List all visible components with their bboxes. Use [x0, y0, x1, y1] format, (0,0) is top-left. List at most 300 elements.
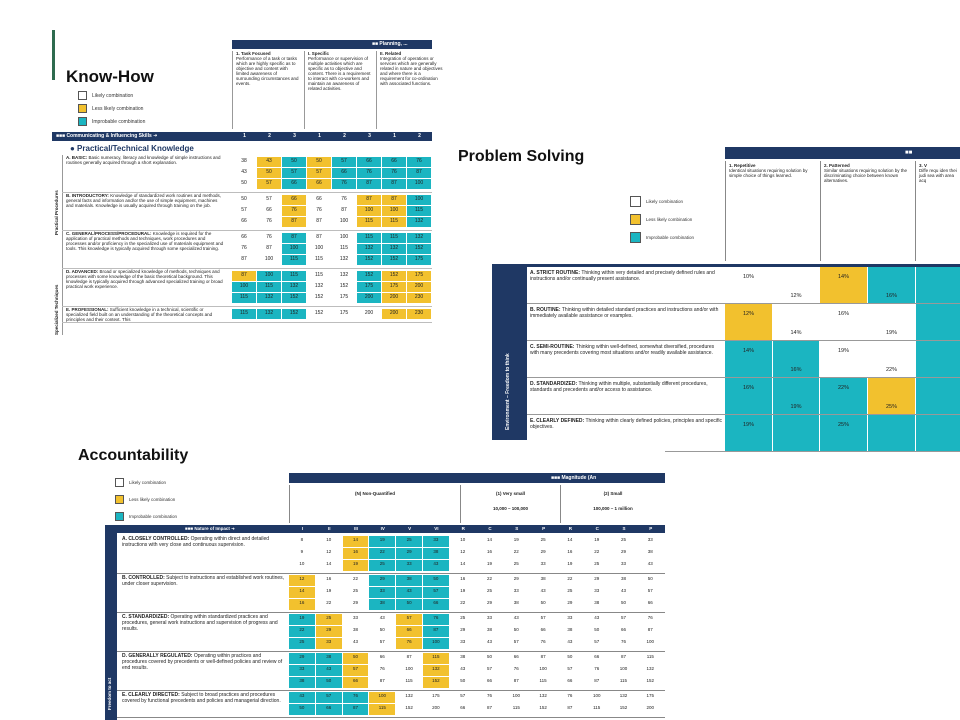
- accountability-value-cell: 43: [396, 587, 422, 598]
- legend-label: Less likely combination: [646, 217, 693, 222]
- problem-legend: [630, 196, 694, 247]
- problem-value-cell: 16%: [725, 378, 772, 414]
- problem-value-cell-edge: [916, 378, 960, 414]
- impact-column-label: P: [649, 526, 653, 531]
- row-label: C. GENERAL/PROCESS/PROCEDURAL:: [66, 231, 152, 236]
- accountability-value-cell: 76: [611, 638, 637, 649]
- accountability-value-cell: 100: [637, 638, 663, 649]
- magnitude-label: ■■■ Magnitude (An: [551, 475, 597, 481]
- accountability-value-cell: 16: [316, 575, 342, 586]
- accountability-value-cell: 22: [450, 599, 476, 610]
- problem-value-cell: 22%: [820, 378, 867, 414]
- accountability-value-cell: 29: [557, 599, 583, 610]
- accountability-value-cell: 100: [503, 692, 529, 703]
- know-how-value-cell: 100: [232, 282, 256, 292]
- improbable-swatch: [630, 232, 641, 243]
- column-header-name: 1. Task Focused: [236, 51, 271, 56]
- accountability-value-cell: 14: [557, 536, 583, 547]
- accountability-value-cell: 132: [611, 692, 637, 703]
- accountability-value-cell: 19: [557, 560, 583, 571]
- know-how-value-cell: 152: [307, 309, 331, 319]
- accountability-value-cell: 50: [477, 653, 503, 664]
- accountability-value-cell: 43: [450, 665, 476, 676]
- accountability-value-cell: 38: [450, 653, 476, 664]
- accountability-value-cell: 132: [396, 692, 422, 703]
- column-header-description: Identical situations requiring solution by simple choice of things learned.: [729, 168, 808, 178]
- accountability-value-cell: 76: [637, 614, 663, 625]
- group-name: (1) Very small: [495, 491, 526, 496]
- know-how-value-cell: 200: [407, 282, 431, 292]
- problem-column-header: [820, 161, 915, 261]
- accountability-value-cell: 14: [343, 536, 369, 547]
- know-how-value-cell: 57: [307, 168, 331, 178]
- know-how-value-cell: 66: [382, 157, 406, 167]
- accountability-value-cell: 132: [530, 692, 556, 703]
- accountability-value-cell: 25: [396, 536, 422, 547]
- know-how-value-cell: 132: [332, 255, 356, 265]
- accountability-row-description: [122, 653, 286, 691]
- accountability-value-cell: 43: [369, 614, 395, 625]
- row-label: A. BASIC:: [66, 155, 88, 160]
- communicating-level: 2: [268, 133, 271, 139]
- accountability-value-cell: 50: [584, 626, 610, 637]
- accountability-value-cell: 50: [369, 626, 395, 637]
- row-divider: [117, 717, 665, 718]
- accountability-value-cell: 57: [503, 638, 529, 649]
- problem-value-cell: [868, 415, 915, 451]
- accountability-value-cell: 50: [503, 626, 529, 637]
- accountability-value-cell: 100: [369, 692, 395, 703]
- legend-label: Improbable combination: [129, 514, 178, 519]
- know-how-value-cell: 87: [257, 244, 281, 254]
- know-how-column-header: [304, 51, 372, 129]
- communicating-level: 1: [243, 133, 246, 139]
- accountability-value-cell: 29: [477, 599, 503, 610]
- communicating-level: 1: [393, 133, 396, 139]
- accountability-value-cell: 57: [611, 614, 637, 625]
- know-how-value-cell: 66: [282, 195, 306, 205]
- accountability-value-cell: 25: [343, 587, 369, 598]
- accountability-value-cell: 175: [423, 692, 449, 703]
- accountability-value-cell: 76: [557, 692, 583, 703]
- group-name: (2) Small: [603, 491, 623, 496]
- row-description: Thinking within multiple, substantially different procedures, standards and precedents and/or access to assistance.: [530, 381, 708, 393]
- column-header-description: Performance or supervision of multiple activities which are specific as to objective and content. There is a requirement to interact with co-workers and maintain an awareness of related activities.: [308, 56, 371, 91]
- problem-value-cell: 14%: [773, 304, 819, 340]
- know-how-value-cell: 87: [407, 168, 431, 178]
- know-how-value-cell: 200: [382, 293, 406, 303]
- specialized-techniques-label: Specialized Techniques: [54, 284, 59, 335]
- know-how-value-cell: 76: [332, 179, 356, 189]
- know-how-value-cell: 175: [407, 271, 431, 281]
- impact-column-label: R: [568, 526, 573, 531]
- know-how-value-cell: 132: [257, 309, 281, 319]
- know-how-value-cell: 230: [407, 293, 431, 303]
- row-divider: [117, 573, 665, 574]
- know-how-panel: [52, 30, 443, 335]
- accountability-value-cell: 12: [289, 575, 315, 586]
- planning-header-label: ■■ Planning, ...: [372, 41, 408, 47]
- know-how-value-cell: 76: [282, 206, 306, 216]
- know-how-value-cell: 152: [332, 282, 356, 292]
- accountability-value-cell: 19: [316, 587, 342, 598]
- accountability-value-cell: 66: [584, 653, 610, 664]
- accountability-value-cell: 152: [423, 677, 449, 688]
- accountability-value-cell: 14: [289, 587, 315, 598]
- accountability-value-cell: 22: [477, 575, 503, 586]
- accountability-value-cell: 76: [423, 614, 449, 625]
- accountability-value-cell: 50: [637, 575, 663, 586]
- accountability-panel: [75, 445, 665, 720]
- know-how-value-cell: 100: [332, 217, 356, 227]
- accountability-value-cell: 66: [503, 653, 529, 664]
- accountability-value-cell: 43: [477, 638, 503, 649]
- accountability-value-cell: 19: [369, 536, 395, 547]
- accountability-value-cell: 22: [316, 599, 342, 610]
- less-likely-swatch: [78, 104, 87, 113]
- row-description: Operating within direct and detailed instructions with very close and continuous supervision.: [122, 536, 270, 548]
- accountability-value-cell: 66: [343, 677, 369, 688]
- accountability-value-cell: 33: [557, 614, 583, 625]
- know-how-value-cell: 87: [282, 217, 306, 227]
- row-divider: [117, 651, 665, 652]
- accountability-value-cell: 43: [289, 692, 315, 703]
- accountability-value-cell: 29: [450, 626, 476, 637]
- accountability-value-cell: 87: [530, 653, 556, 664]
- know-how-column-header: [232, 51, 300, 129]
- problem-value-cell: 16%: [820, 304, 867, 340]
- group-name: (N) Non-Quantified: [355, 491, 395, 496]
- accountability-value-cell: 33: [396, 560, 422, 571]
- accountability-value-cell: 16: [477, 548, 503, 559]
- accountability-value-cell: 57: [369, 638, 395, 649]
- know-how-legend: [78, 91, 145, 130]
- know-how-value-cell: 132: [382, 244, 406, 254]
- impact-column-label: C: [488, 526, 492, 531]
- row-description: Thinking within clearly defined policies, principles and specific objectives.: [530, 418, 722, 430]
- accountability-value-cell: 43: [557, 638, 583, 649]
- accountability-value-cell: 29: [289, 653, 315, 664]
- accountability-value-cell: 87: [396, 653, 422, 664]
- accountability-value-cell: 100: [396, 665, 422, 676]
- know-how-value-cell: 66: [232, 217, 256, 227]
- accountability-value-cell: 25: [477, 587, 503, 598]
- know-how-value-cell: 152: [407, 244, 431, 254]
- accountability-value-cell: 115: [423, 653, 449, 664]
- accountability-value-cell: 22: [343, 575, 369, 586]
- accountability-value-cell: 57: [477, 665, 503, 676]
- accountability-value-cell: 57: [450, 692, 476, 703]
- problem-value-cell: 19%: [773, 378, 819, 414]
- problem-value-cell: 16%: [868, 267, 915, 303]
- accountability-value-cell: 57: [396, 614, 422, 625]
- accountability-value-cell: 66: [369, 653, 395, 664]
- group-range: 100,000 – 1 million: [593, 506, 633, 511]
- know-how-value-cell: 76: [257, 217, 281, 227]
- know-how-value-cell: 100: [357, 206, 381, 216]
- accountability-value-cell: 76: [503, 665, 529, 676]
- improbable-swatch: [115, 512, 124, 521]
- accountability-value-cell: 38: [423, 548, 449, 559]
- know-how-value-cell: 87: [232, 271, 256, 281]
- problem-value-cell: 25%: [820, 415, 867, 451]
- know-how-value-cell: 57: [282, 168, 306, 178]
- accountability-value-cell: 66: [637, 599, 663, 610]
- know-how-value-cell: 100: [382, 206, 406, 216]
- accountability-value-cell: 19: [289, 614, 315, 625]
- accountability-value-cell: 25: [289, 638, 315, 649]
- know-how-value-cell: 76: [357, 168, 381, 178]
- accountability-value-cell: 29: [503, 575, 529, 586]
- problem-value-cell: 14%: [820, 267, 867, 303]
- know-how-value-cell: 66: [332, 168, 356, 178]
- accountability-value-cell: 16: [289, 599, 315, 610]
- know-how-value-cell: 100: [282, 244, 306, 254]
- accountability-value-cell: 33: [637, 536, 663, 547]
- planning-header-bar: [232, 40, 432, 49]
- know-how-value-cell: 175: [407, 255, 431, 265]
- impact-column-label: VI: [434, 526, 439, 531]
- accountability-value-cell: 43: [423, 560, 449, 571]
- know-how-value-cell: 66: [357, 157, 381, 167]
- accountability-value-cell: 66: [396, 626, 422, 637]
- accountability-value-cell: 115: [369, 704, 395, 715]
- problem-row-description: [530, 307, 722, 340]
- problem-solving-panel: [455, 140, 960, 440]
- accountability-value-cell: 115: [637, 653, 663, 664]
- practical-procedures-label: Practical Procedures: [54, 190, 59, 235]
- less-likely-swatch: [630, 214, 641, 225]
- accountability-value-cell: 76: [584, 665, 610, 676]
- know-how-row-description: [66, 231, 226, 268]
- know-how-value-cell: 76: [232, 244, 256, 254]
- legend-label: Likely combination: [92, 92, 134, 99]
- accountability-value-cell: 50: [396, 599, 422, 610]
- know-how-value-cell: 57: [257, 179, 281, 189]
- accountability-value-cell: 152: [611, 704, 637, 715]
- accountability-value-cell: 33: [503, 587, 529, 598]
- problem-row-description: [530, 344, 722, 377]
- know-how-value-cell: 87: [282, 233, 306, 243]
- problem-value-cell: 12%: [773, 267, 819, 303]
- magnitude-group-header: [289, 485, 460, 523]
- accountability-value-cell: 38: [289, 677, 315, 688]
- accountability-value-cell: 50: [289, 704, 315, 715]
- accountability-value-cell: 29: [396, 548, 422, 559]
- problem-column-header: [725, 161, 820, 261]
- accountability-row-description: [122, 692, 286, 718]
- row-label: C. SEMI-ROUTINE:: [530, 344, 575, 350]
- know-how-value-cell: 87: [307, 217, 331, 227]
- accountability-value-cell: 200: [637, 704, 663, 715]
- accountability-value-cell: 29: [530, 548, 556, 559]
- know-how-value-cell: 132: [257, 293, 281, 303]
- know-how-value-cell: 132: [357, 244, 381, 254]
- legend-label: Improbable combination: [646, 235, 695, 240]
- accountability-value-cell: 152: [530, 704, 556, 715]
- problem-value-cell: 12%: [725, 304, 772, 340]
- communicating-level: 3: [293, 133, 296, 139]
- column-header-name: 2. Patterned: [824, 163, 850, 168]
- row-label: B. CONTROLLED:: [122, 575, 165, 581]
- accountability-value-cell: 38: [396, 575, 422, 586]
- row-divider: [117, 612, 665, 613]
- row-description: Broad or specialized knowledge of methods, techniques and processes with some knowledge of the basic theoretical background. This knowledge is typically acquired through advanced specialized training or broad practical work experience.: [66, 269, 223, 289]
- accountability-value-cell: 76: [530, 638, 556, 649]
- accountability-value-cell: 19: [503, 536, 529, 547]
- know-how-value-cell: 50: [282, 157, 306, 167]
- know-how-value-cell: 57: [257, 195, 281, 205]
- accountability-row-description: [122, 536, 286, 574]
- accountability-value-cell: 22: [584, 548, 610, 559]
- know-how-value-cell: 152: [357, 255, 381, 265]
- row-label: D. ADVANCED:: [66, 269, 99, 274]
- accountability-value-cell: 25: [611, 536, 637, 547]
- row-label: A. CLOSELY CONTROLLED:: [122, 536, 190, 542]
- likely-swatch: [630, 196, 641, 207]
- problem-value-cell: 22%: [868, 341, 915, 377]
- problem-value-cell: 14%: [725, 341, 772, 377]
- problem-top-label: ■■: [905, 150, 913, 156]
- impact-column-label: V: [408, 526, 412, 531]
- know-how-value-cell: 76: [407, 157, 431, 167]
- know-how-value-cell: 87: [357, 179, 381, 189]
- impact-column-label: P: [542, 526, 546, 531]
- know-how-value-cell: 50: [257, 168, 281, 178]
- know-how-column-header: [376, 51, 444, 129]
- legend-label: Likely combination: [129, 480, 167, 485]
- row-divider: [62, 322, 432, 323]
- less-likely-swatch: [115, 495, 124, 504]
- communicating-level: 1: [318, 133, 321, 139]
- know-how-value-cell: 175: [357, 282, 381, 292]
- accountability-value-cell: 57: [530, 614, 556, 625]
- know-how-row-description: [66, 269, 226, 306]
- accountability-value-cell: 66: [477, 677, 503, 688]
- know-how-value-cell: 87: [357, 195, 381, 205]
- accountability-value-cell: 10: [289, 560, 315, 571]
- legend-label: Less likely combination: [129, 497, 176, 502]
- accountability-value-cell: 87: [343, 704, 369, 715]
- accountability-value-cell: 33: [423, 536, 449, 547]
- know-how-value-cell: 87: [382, 179, 406, 189]
- accountability-value-cell: 29: [343, 599, 369, 610]
- accountability-value-cell: 57: [316, 692, 342, 703]
- accountability-value-cell: 19: [343, 560, 369, 571]
- row-description: Thinking within very detailed and precisely defined rules and instructions and/or continually present assistance.: [530, 270, 715, 282]
- know-how-value-cell: 132: [407, 217, 431, 227]
- problem-value-cell: 10%: [725, 267, 772, 303]
- freedom-to-act-label: Freedom to act: [107, 677, 112, 710]
- know-how-row-description: [66, 307, 226, 322]
- know-how-value-cell: 152: [382, 271, 406, 281]
- know-how-value-cell: 87: [382, 195, 406, 205]
- accountability-value-cell: 87: [557, 704, 583, 715]
- accountability-value-cell: 12: [450, 548, 476, 559]
- know-how-value-cell: 50: [307, 157, 331, 167]
- accountability-value-cell: 76: [396, 638, 422, 649]
- problem-column-header: [915, 161, 960, 261]
- know-how-value-cell: 115: [407, 206, 431, 216]
- impact-column-label: II: [327, 526, 331, 531]
- accountability-value-cell: 29: [611, 548, 637, 559]
- accountability-row-description: [122, 614, 286, 652]
- know-how-value-cell: 115: [382, 217, 406, 227]
- accountability-value-cell: 25: [530, 536, 556, 547]
- row-divider: [117, 690, 665, 691]
- know-how-value-cell: 50: [232, 195, 256, 205]
- accountability-value-cell: 38: [611, 575, 637, 586]
- know-how-value-cell: 115: [382, 233, 406, 243]
- accountability-value-cell: 33: [477, 614, 503, 625]
- accountability-value-cell: 66: [557, 677, 583, 688]
- accountability-value-cell: 100: [423, 638, 449, 649]
- accountability-value-cell: 8: [289, 536, 315, 547]
- know-how-value-cell: 66: [307, 195, 331, 205]
- know-how-value-cell: 100: [407, 179, 431, 189]
- problem-value-cell: 19%: [868, 304, 915, 340]
- know-how-value-cell: 175: [382, 282, 406, 292]
- communicating-level: 3: [368, 133, 371, 139]
- accountability-value-cell: 29: [584, 575, 610, 586]
- problem-value-cell-edge: [916, 341, 960, 377]
- accountability-value-cell: 66: [530, 626, 556, 637]
- know-how-title: Know-How: [66, 67, 154, 86]
- know-how-value-cell: 66: [307, 179, 331, 189]
- magnitude-group-header: [460, 485, 560, 523]
- accountability-value-cell: 33: [611, 560, 637, 571]
- column-header-name: 3. V: [919, 163, 928, 168]
- accountability-value-cell: 33: [289, 665, 315, 676]
- accountability-row-description: [122, 575, 286, 613]
- know-how-value-cell: 230: [407, 309, 431, 319]
- accountability-value-cell: 16: [450, 575, 476, 586]
- communicating-label: ■■■ Communicating & Influencing Skills ➜: [56, 133, 158, 139]
- magnitude-bar: [289, 473, 665, 483]
- know-how-value-cell: 100: [407, 195, 431, 205]
- row-description: Knowledge is required for the application of practical methods and techniques, work procedures and processes and/or proficiency in the specialized use of materials equipment and tools. This knowledge is typically acquired through some specialized training.: [66, 231, 224, 251]
- row-description: Basic numeracy, literacy and knowledge of simple instructions and routines generally acquired through a short explanation.: [66, 155, 221, 165]
- accountability-value-cell: 87: [369, 677, 395, 688]
- row-description: Knowledge of standardized work routines and methods, general facts and information and/or the use of simple equipment, machines and materials. Knowledge is usually acquired through training on the job.: [66, 193, 222, 208]
- accountability-value-cell: 50: [450, 677, 476, 688]
- know-how-value-cell: 100: [257, 255, 281, 265]
- know-how-value-cell: 175: [332, 293, 356, 303]
- column-header-description: Diffe requ iden thei judi sea with area acq: [919, 168, 957, 183]
- accountability-value-cell: 115: [611, 677, 637, 688]
- know-how-value-cell: 87: [332, 206, 356, 216]
- row-description: Operating within standardized practices and procedures, general work instructions and supervision of progress and results.: [122, 614, 278, 632]
- row-label: C. STANDARDIZED:: [122, 614, 170, 620]
- row-description: Subject to broad practices and procedures covered by functional precedents and policies and managerial direction.: [122, 692, 281, 704]
- legend-label: Likely combination: [646, 199, 684, 204]
- accountability-value-cell: 100: [611, 665, 637, 676]
- accountability-value-cell: 25: [584, 560, 610, 571]
- accountability-value-cell: 33: [530, 560, 556, 571]
- problem-value-cell-edge: [916, 304, 960, 340]
- problem-value-cell: 16%: [773, 341, 819, 377]
- row-label: E. CLEARLY DIRECTED:: [122, 692, 180, 698]
- accountability-legend: [115, 478, 177, 525]
- accountability-value-cell: 38: [477, 626, 503, 637]
- know-how-value-cell: 200: [357, 293, 381, 303]
- accountability-value-cell: 38: [530, 575, 556, 586]
- accountability-value-cell: 50: [343, 653, 369, 664]
- know-how-value-cell: 132: [307, 282, 331, 292]
- accountability-value-cell: 14: [477, 536, 503, 547]
- column-header-description: Integration of operations or services which are generally related in nature and objectives and where there is a requirement for co-ordination with associated functions.: [380, 56, 443, 86]
- accountability-value-cell: 76: [343, 692, 369, 703]
